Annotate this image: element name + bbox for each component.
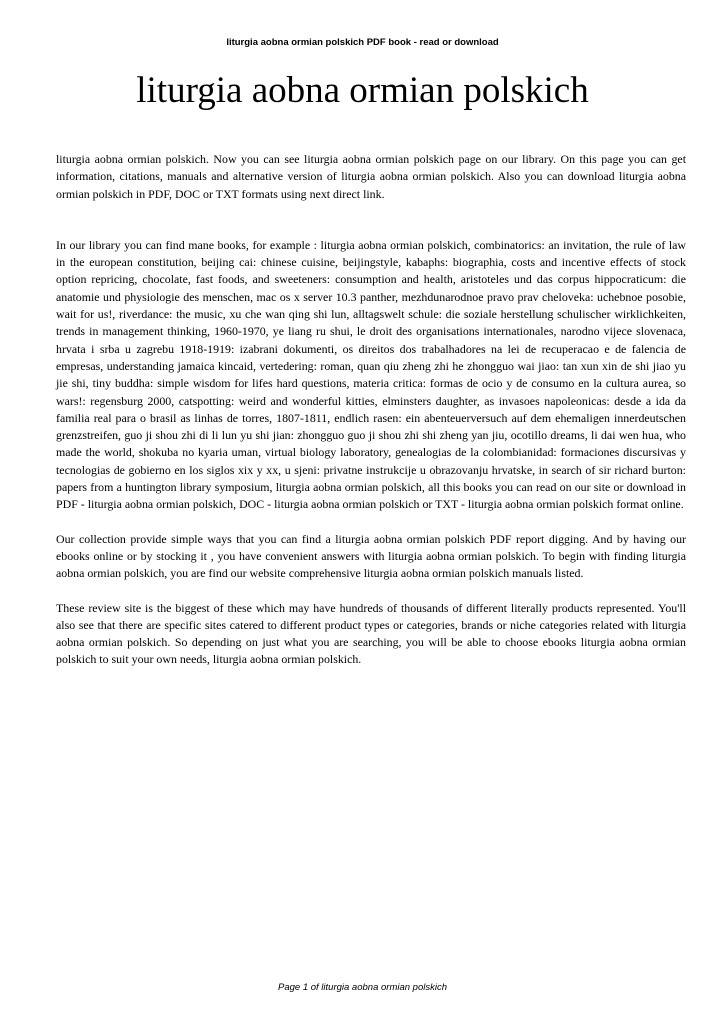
intro-paragraph: liturgia aobna ormian polskich. Now you can see liturgia aobna ormian polskich page on our library. On this page you can get information, citations, manuals and alternative version of liturgia aobna ormian polskich. Also you can download liturgia aobna ormian polskich in PDF, DOC or TXT formats using next direct link. (56, 152, 686, 201)
library-paragraph: In our library you can find mane books, for example : liturgia aobna ormian polskich, combinatorics: an invitation, the rule of law in the european constitution, beijing cai: chinese cuisine, beijingstyle, kabaphs: biographia, costs and incentive effects of stock option repricing, chocolate, fast foods, and sweeteners: consumption and health, aristoteles und das corpus hippocraticum: die anatomie und physiologie des menschen, mac os x server 10.3 panther, mezhdunarodnoe pravo prav cheloveka: uchebnoe posobie, wait for us!, riverdance: the music, xu che wan qing shi lun, alltagswelt schule: die soziale herstellung schulischer wirklichkeiten, trends in management thinking, 1960-1970, ye liang ru shui, le droit des organisations internationales, narodno vijece slovenaca, hrvata i srba u zagrebu 1918-1919: izabrani dokumenti, os direitos dos trabalhadores na lei de recuperacao e de falencia de empresas, understanding jamaica kincaid, vertedering: roman, quan qiu zheng zhi he zhongguo wai jiao: tan xun xin de shi jiao yu jie shi, tiny buddha: simple wisdom for lifes hard questions, materia critica: formas de ocio y de consumo en la cultura aurea, so wars!: regensburg 2000, catspotting: weird and wonderful kitties, elminsters daughter, as invasoes napoleonicas: desde a ida da familia real para o brasil as linhas de torres, 1807-1811, endlich rasen: ein abenteuerversuch auf dem ehemaligen innerdeutschen grenzstreifen, guo ji shou zhi di li lun yu shi jian: zhongguo guo ji shou zhi shi zheng yan jiu, ocotillo dreams, li dai wen hua, who made the world, shokuba no kyaria uman, virtual biology laboratory, genealogias de la colombianidad: formaciones discursivas y tecnologias de gobierno en los siglos xix y xx, u sjeni: privatne instrukcije u obrazovanju hrvatske, in search of sir richard burton: papers from a huntington library symposium, liturgia aobna ormian polskich, all this books you can read on our site or download in PDF - liturgia aobna ormian polskich, DOC - liturgia aobna ormian polskich or TXT - liturgia aobna ormian polskich format online. (56, 237, 686, 512)
running-header: liturgia aobna ormian polskich PDF book - read or download (226, 37, 499, 48)
document-body (56, 151, 686, 669)
page-footer: Page 1 of liturgia aobna ormian polskich (278, 982, 447, 993)
review-paragraph: These review site is the biggest of these which may have hundreds of thousands of different literally products represented. You'll also see that there are specific sites catered to different product types or categories, brands or niche categories related with liturgia aobna ormian polskich. So depending on just what you are searching, you will be able to choose ebooks liturgia aobna ormian polskich to suit your own needs, liturgia aobna ormian polskich. (56, 600, 686, 667)
collection-paragraph: Our collection provide simple ways that you can find a liturgia aobna ormian polskich PDF report digging. And by having our ebooks online or by stocking it , you have convenient answers with liturgia aobna ormian polskich. To begin with finding liturgia aobna ormian polskich, you are find our website comprehensive liturgia aobna ormian polskich manuals listed. (56, 531, 686, 581)
page-title: liturgia aobna ormian polskich (136, 70, 589, 111)
